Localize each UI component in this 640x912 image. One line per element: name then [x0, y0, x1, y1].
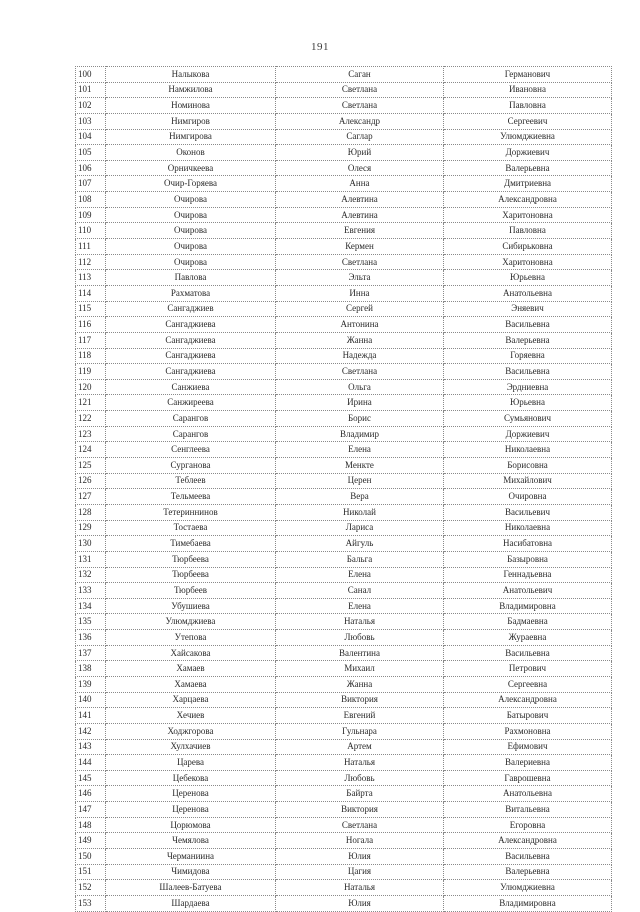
table-row	[76, 82, 612, 98]
first-name-cell: Юрий	[276, 145, 444, 161]
surname-cell: Тимебаева	[106, 536, 276, 552]
first-name-cell: Любовь	[276, 770, 444, 786]
row-number: 146	[76, 786, 106, 802]
first-name-cell: Церен	[276, 473, 444, 489]
first-name-cell: Кермен	[276, 239, 444, 255]
table-row	[76, 849, 612, 865]
table-row	[76, 755, 612, 771]
surname-cell: Орничкеева	[106, 160, 276, 176]
row-number: 144	[76, 755, 106, 771]
row-number: 107	[76, 176, 106, 192]
first-name-cell: Михаил	[276, 661, 444, 677]
patronymic-cell: Геннадьевна	[444, 567, 612, 583]
surname-cell: Очирова	[106, 207, 276, 223]
row-number: 121	[76, 395, 106, 411]
table-row	[76, 426, 612, 442]
table-row	[76, 676, 612, 692]
first-name-cell: Владимир	[276, 426, 444, 442]
first-name-cell: Светлана	[276, 817, 444, 833]
first-name-cell: Байрта	[276, 786, 444, 802]
table-row	[76, 254, 612, 270]
patronymic-cell: Очировна	[444, 489, 612, 505]
table-row	[76, 113, 612, 129]
row-number: 145	[76, 770, 106, 786]
first-name-cell: Светлана	[276, 254, 444, 270]
patronymic-cell: Гаврошевна	[444, 770, 612, 786]
table-row	[76, 833, 612, 849]
row-number: 131	[76, 551, 106, 567]
surname-cell: Нимгирова	[106, 129, 276, 145]
row-number: 130	[76, 536, 106, 552]
patronymic-cell: Улюмджиевна	[444, 129, 612, 145]
patronymic-cell: Юрьевна	[444, 395, 612, 411]
patronymic-cell: Сергеевна	[444, 676, 612, 692]
first-name-cell: Наталья	[276, 755, 444, 771]
surname-cell: Хайсакова	[106, 645, 276, 661]
table-row	[76, 551, 612, 567]
table-row	[76, 145, 612, 161]
row-number: 116	[76, 317, 106, 333]
row-number: 133	[76, 583, 106, 599]
first-name-cell: Сергей	[276, 301, 444, 317]
first-name-cell: Анна	[276, 176, 444, 192]
surname-cell: Сарангов	[106, 426, 276, 442]
first-name-cell: Олеся	[276, 160, 444, 176]
first-name-cell: Бальга	[276, 551, 444, 567]
patronymic-cell: Борисовна	[444, 458, 612, 474]
first-name-cell: Лариса	[276, 520, 444, 536]
row-number: 134	[76, 598, 106, 614]
surname-cell: Церенова	[106, 802, 276, 818]
first-name-cell: Светлана	[276, 364, 444, 380]
first-name-cell: Артем	[276, 739, 444, 755]
surname-cell: Оконов	[106, 145, 276, 161]
first-name-cell: Жанна	[276, 676, 444, 692]
table-row	[76, 176, 612, 192]
table-row	[76, 458, 612, 474]
first-name-cell: Ирина	[276, 395, 444, 411]
surname-cell: Сангаджиева	[106, 364, 276, 380]
surname-cell: Налыкова	[106, 67, 276, 83]
patronymic-cell: Петрович	[444, 661, 612, 677]
patronymic-cell: Валерьевна	[444, 864, 612, 880]
first-name-cell: Наталья	[276, 880, 444, 896]
patronymic-cell: Анатольевич	[444, 583, 612, 599]
surname-cell: Павлова	[106, 270, 276, 286]
surname-cell: Номинова	[106, 98, 276, 114]
surname-cell: Тетериннинов	[106, 504, 276, 520]
row-number: 135	[76, 614, 106, 630]
table-row	[76, 583, 612, 599]
first-name-cell: Виктория	[276, 802, 444, 818]
patronymic-cell: Валерьевна	[444, 160, 612, 176]
surname-cell: Хулхачиев	[106, 739, 276, 755]
table-row	[76, 598, 612, 614]
surname-cell: Тюрбеев	[106, 583, 276, 599]
surname-cell: Убушиева	[106, 598, 276, 614]
table-row	[76, 489, 612, 505]
row-number: 113	[76, 270, 106, 286]
surname-cell: Улюмджиева	[106, 614, 276, 630]
surname-cell: Очирова	[106, 192, 276, 208]
first-name-cell: Виктория	[276, 692, 444, 708]
table-row	[76, 332, 612, 348]
row-number: 137	[76, 645, 106, 661]
surname-cell: Теблеев	[106, 473, 276, 489]
table-row	[76, 348, 612, 364]
row-number: 123	[76, 426, 106, 442]
first-name-cell: Любовь	[276, 630, 444, 646]
first-name-cell: Николай	[276, 504, 444, 520]
patronymic-cell: Бадмаевна	[444, 614, 612, 630]
surname-cell: Сенглеева	[106, 442, 276, 458]
table-row	[76, 802, 612, 818]
first-name-cell: Евгений	[276, 708, 444, 724]
patronymic-cell: Николаевна	[444, 520, 612, 536]
first-name-cell: Светлана	[276, 82, 444, 98]
row-number: 147	[76, 802, 106, 818]
first-name-cell: Елена	[276, 567, 444, 583]
surname-cell: Сангаджиева	[106, 348, 276, 364]
table-row	[76, 770, 612, 786]
table-row	[76, 567, 612, 583]
patronymic-cell: Жураевна	[444, 630, 612, 646]
row-number: 120	[76, 379, 106, 395]
table-row	[76, 301, 612, 317]
first-name-cell: Светлана	[276, 98, 444, 114]
table-row	[76, 270, 612, 286]
row-number: 124	[76, 442, 106, 458]
row-number: 152	[76, 880, 106, 896]
row-number: 138	[76, 661, 106, 677]
patronymic-cell: Юрьевна	[444, 270, 612, 286]
table-row	[76, 98, 612, 114]
row-number: 142	[76, 723, 106, 739]
row-number: 140	[76, 692, 106, 708]
patronymic-cell: Ивановна	[444, 82, 612, 98]
table-row	[76, 536, 612, 552]
surname-cell: Санжиреева	[106, 395, 276, 411]
patronymic-cell: Рахмоновна	[444, 723, 612, 739]
patronymic-cell: Харитоновна	[444, 254, 612, 270]
patronymic-cell: Васильевна	[444, 317, 612, 333]
surname-cell: Царева	[106, 755, 276, 771]
patronymic-cell: Базыровна	[444, 551, 612, 567]
first-name-cell: Санал	[276, 583, 444, 599]
first-name-cell: Юлия	[276, 849, 444, 865]
table-row	[76, 880, 612, 896]
row-number: 122	[76, 411, 106, 427]
patronymic-cell: Васильевна	[444, 364, 612, 380]
surname-cell: Тюрбеева	[106, 551, 276, 567]
table-row	[76, 395, 612, 411]
surname-cell: Очир-Горяева	[106, 176, 276, 192]
table-row	[76, 129, 612, 145]
table-row	[76, 67, 612, 83]
table-row	[76, 364, 612, 380]
first-name-cell: Ногала	[276, 833, 444, 849]
patronymic-cell: Дмитриевна	[444, 176, 612, 192]
row-number: 150	[76, 849, 106, 865]
first-name-cell: Елена	[276, 442, 444, 458]
table-row	[76, 817, 612, 833]
surname-cell: Хамаева	[106, 676, 276, 692]
patronymic-cell: Павловна	[444, 223, 612, 239]
surname-cell: Шардаева	[106, 895, 276, 911]
row-number: 136	[76, 630, 106, 646]
patronymic-cell: Сибирьковна	[444, 239, 612, 255]
row-number: 119	[76, 364, 106, 380]
surname-cell: Утепова	[106, 630, 276, 646]
table-row	[76, 442, 612, 458]
surname-cell: Сангаджиева	[106, 332, 276, 348]
surname-cell: Тостаева	[106, 520, 276, 536]
row-number: 115	[76, 301, 106, 317]
row-number: 105	[76, 145, 106, 161]
row-number: 127	[76, 489, 106, 505]
surname-cell: Сангаджиева	[106, 317, 276, 333]
table-row	[76, 239, 612, 255]
first-name-cell: Цагия	[276, 864, 444, 880]
patronymic-cell: Валериевна	[444, 755, 612, 771]
surname-cell: Сангаджиев	[106, 301, 276, 317]
surname-cell: Тельмеева	[106, 489, 276, 505]
surname-cell: Ходжгорова	[106, 723, 276, 739]
row-number: 100	[76, 67, 106, 83]
first-name-cell: Менкте	[276, 458, 444, 474]
first-name-cell: Борис	[276, 411, 444, 427]
row-number: 151	[76, 864, 106, 880]
patronymic-cell: Эрдниевна	[444, 379, 612, 395]
row-number: 118	[76, 348, 106, 364]
table-row	[76, 192, 612, 208]
surname-cell: Рахматова	[106, 285, 276, 301]
patronymic-cell: Егоровна	[444, 817, 612, 833]
row-number: 117	[76, 332, 106, 348]
surname-cell: Сарангов	[106, 411, 276, 427]
row-number: 139	[76, 676, 106, 692]
row-number: 126	[76, 473, 106, 489]
row-number: 129	[76, 520, 106, 536]
table-row	[76, 739, 612, 755]
row-number: 149	[76, 833, 106, 849]
row-number: 111	[76, 239, 106, 255]
table-row	[76, 317, 612, 333]
first-name-cell: Ольга	[276, 379, 444, 395]
patronymic-cell: Германович	[444, 67, 612, 83]
table-row	[76, 473, 612, 489]
patronymic-cell: Валерьевна	[444, 332, 612, 348]
patronymic-cell: Сергеевич	[444, 113, 612, 129]
first-name-cell: Наталья	[276, 614, 444, 630]
table-row	[76, 864, 612, 880]
first-name-cell: Антонина	[276, 317, 444, 333]
surname-cell: Черманиина	[106, 849, 276, 865]
patronymic-cell: Александровна	[444, 192, 612, 208]
row-number: 103	[76, 113, 106, 129]
first-name-cell: Саглар	[276, 129, 444, 145]
table-row	[76, 520, 612, 536]
table-row	[76, 160, 612, 176]
patronymic-cell: Сумьянович	[444, 411, 612, 427]
patronymic-cell: Владимировна	[444, 895, 612, 911]
table-row	[76, 411, 612, 427]
first-name-cell: Жанна	[276, 332, 444, 348]
patronymic-cell: Ефимович	[444, 739, 612, 755]
surname-cell: Цебекова	[106, 770, 276, 786]
patronymic-cell: Улюмджиевна	[444, 880, 612, 896]
table-row	[76, 708, 612, 724]
patronymic-cell: Насибатовна	[444, 536, 612, 552]
table-row	[76, 661, 612, 677]
surname-cell: Намжилова	[106, 82, 276, 98]
table-row	[76, 786, 612, 802]
row-number: 108	[76, 192, 106, 208]
first-name-cell: Алевтина	[276, 192, 444, 208]
first-name-cell: Алевтина	[276, 207, 444, 223]
row-number: 132	[76, 567, 106, 583]
first-name-cell: Инна	[276, 285, 444, 301]
row-number: 141	[76, 708, 106, 724]
table-row	[76, 223, 612, 239]
surname-cell: Церенова	[106, 786, 276, 802]
roster-table	[75, 66, 612, 912]
first-name-cell: Александр	[276, 113, 444, 129]
first-name-cell: Юлия	[276, 895, 444, 911]
row-number: 102	[76, 98, 106, 114]
row-number: 106	[76, 160, 106, 176]
patronymic-cell: Васильевич	[444, 504, 612, 520]
first-name-cell: Саган	[276, 67, 444, 83]
row-number: 125	[76, 458, 106, 474]
table-row	[76, 207, 612, 223]
table-row	[76, 645, 612, 661]
page-number: 191	[311, 41, 329, 53]
surname-cell: Санжиева	[106, 379, 276, 395]
row-number: 143	[76, 739, 106, 755]
row-number: 112	[76, 254, 106, 270]
row-number: 101	[76, 82, 106, 98]
patronymic-cell: Харитоновна	[444, 207, 612, 223]
surname-cell: Цорюмова	[106, 817, 276, 833]
surname-cell: Харцаева	[106, 692, 276, 708]
surname-cell: Хамаев	[106, 661, 276, 677]
row-number: 114	[76, 285, 106, 301]
patronymic-cell: Горяевна	[444, 348, 612, 364]
first-name-cell: Надежда	[276, 348, 444, 364]
first-name-cell: Эльта	[276, 270, 444, 286]
patronymic-cell: Александровна	[444, 833, 612, 849]
roster-body	[76, 67, 612, 912]
surname-cell: Нимгиров	[106, 113, 276, 129]
table-row	[76, 379, 612, 395]
first-name-cell: Айгуль	[276, 536, 444, 552]
patronymic-cell: Николаевна	[444, 442, 612, 458]
first-name-cell: Гульнара	[276, 723, 444, 739]
patronymic-cell: Батырович	[444, 708, 612, 724]
patronymic-cell: Васильевна	[444, 849, 612, 865]
patronymic-cell: Михайлович	[444, 473, 612, 489]
patronymic-cell: Павловна	[444, 98, 612, 114]
table-row	[76, 285, 612, 301]
patronymic-cell: Васильевна	[444, 645, 612, 661]
row-number: 148	[76, 817, 106, 833]
surname-cell: Сурганова	[106, 458, 276, 474]
patronymic-cell: Витальевна	[444, 802, 612, 818]
patronymic-cell: Александровна	[444, 692, 612, 708]
table-row	[76, 723, 612, 739]
patronymic-cell: Доржиевич	[444, 145, 612, 161]
surname-cell: Очирова	[106, 223, 276, 239]
surname-cell: Чемялова	[106, 833, 276, 849]
table-row	[76, 895, 612, 911]
first-name-cell: Валентина	[276, 645, 444, 661]
surname-cell: Очирова	[106, 239, 276, 255]
surname-cell: Чимидова	[106, 864, 276, 880]
first-name-cell: Вера	[276, 489, 444, 505]
table-row	[76, 692, 612, 708]
table-row	[76, 504, 612, 520]
surname-cell: Хечиев	[106, 708, 276, 724]
patronymic-cell: Доржиевич	[444, 426, 612, 442]
row-number: 128	[76, 504, 106, 520]
patronymic-cell: Анатольевна	[444, 786, 612, 802]
table-row	[76, 614, 612, 630]
surname-cell: Очирова	[106, 254, 276, 270]
patronymic-cell: Владимировна	[444, 598, 612, 614]
first-name-cell: Елена	[276, 598, 444, 614]
surname-cell: Шалеев-Батуева	[106, 880, 276, 896]
patronymic-cell: Анатольевна	[444, 285, 612, 301]
first-name-cell: Евгения	[276, 223, 444, 239]
row-number: 109	[76, 207, 106, 223]
surname-cell: Тюрбеева	[106, 567, 276, 583]
table-row	[76, 630, 612, 646]
row-number: 104	[76, 129, 106, 145]
row-number: 153	[76, 895, 106, 911]
patronymic-cell: Эняевич	[444, 301, 612, 317]
row-number: 110	[76, 223, 106, 239]
